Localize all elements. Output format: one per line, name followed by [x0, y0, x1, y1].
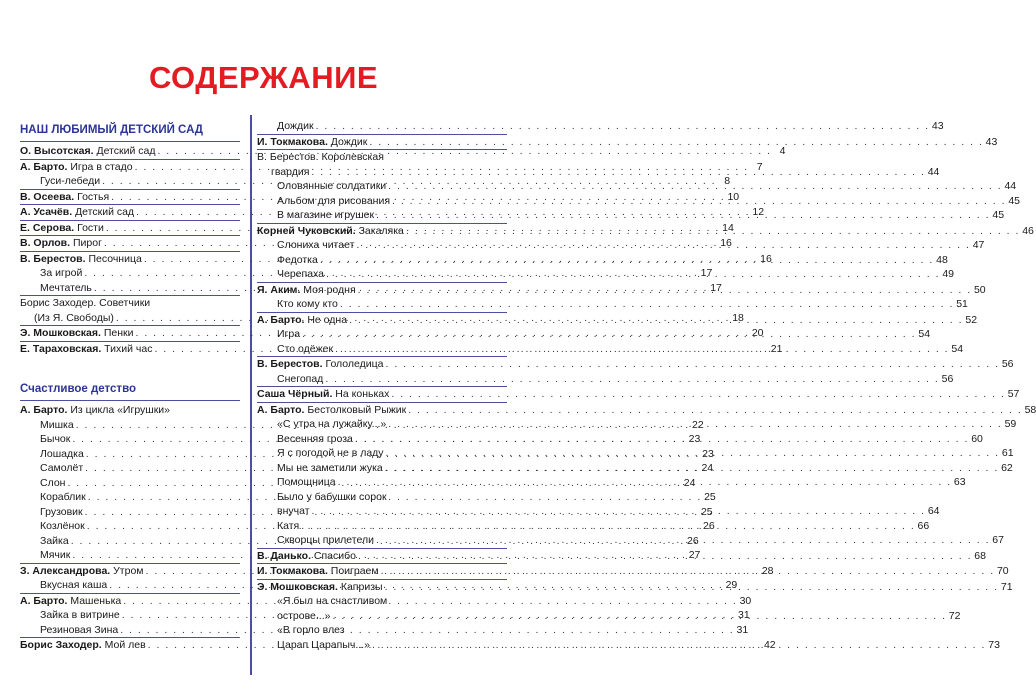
- toc-entry-author: З. Александрова.: [20, 564, 114, 577]
- toc-entry-page: 31: [736, 623, 749, 636]
- toc-entry: [257, 119, 944, 134]
- toc-entry-label: [20, 236, 102, 251]
- toc-entry-label: [257, 403, 406, 418]
- toc-entry-label: [40, 548, 70, 563]
- dot-leader: [340, 297, 954, 312]
- toc-entry-page: 59: [1004, 418, 1017, 430]
- toc-entry-line: [257, 403, 1036, 418]
- toc-entry-page: 23: [702, 447, 714, 460]
- toc-entry-author: В. Берестов.: [257, 151, 322, 163]
- toc-entry-title: Моя родня: [303, 283, 356, 296]
- toc-entry-author: А. Барто.: [20, 594, 71, 607]
- toc-entry-page: 64: [927, 505, 940, 517]
- toc-entry-label: [257, 387, 389, 402]
- dot-leader: [325, 372, 939, 387]
- toc-entry-label: [277, 119, 314, 134]
- toc-entry-title: Игра в стадо: [70, 160, 133, 173]
- toc-entry-label: [257, 224, 404, 239]
- dot-leader: [316, 119, 930, 134]
- toc-entry-label: [277, 253, 318, 268]
- toc-entry-title: Сто одёжек: [277, 342, 334, 355]
- toc-entry-page: 44: [927, 165, 940, 178]
- toc-entry-page: 47: [972, 239, 985, 251]
- toc-entry-title: Самолёт: [40, 462, 84, 474]
- toc-entry-page: 45: [1008, 194, 1021, 207]
- toc-entry-title-cont: внучат: [277, 505, 310, 517]
- toc-entry-title-line: [20, 296, 240, 311]
- toc-entry-page: 22: [692, 418, 704, 431]
- toc-entry-title: Катя: [277, 519, 300, 532]
- toc-entry-page: 46: [1022, 224, 1034, 237]
- toc-entry: [257, 372, 954, 387]
- toc-entry: [257, 179, 1017, 194]
- toc-entry-title: Мишка: [40, 418, 74, 431]
- toc-entry-title: Советчики: [99, 297, 151, 309]
- dot-leader: [338, 475, 952, 490]
- toc-entry-page: 43: [931, 120, 944, 132]
- toc-entry-title: Зайка в витрине: [40, 609, 120, 621]
- toc-entry-title: Не одна: [307, 313, 348, 326]
- toc-entry-title-cont: острове...»: [277, 609, 331, 622]
- toc-entry-label: [257, 564, 379, 579]
- toc-entry-title: «Я был на счастливом: [277, 595, 388, 607]
- dot-leader: [301, 519, 915, 534]
- toc-entry-label: [40, 578, 107, 593]
- toc-entry-label: [257, 357, 384, 372]
- toc-entry-page: 67: [992, 534, 1004, 546]
- toc-entry-title: Грузовик: [40, 505, 83, 518]
- toc-entry-label: [40, 476, 65, 491]
- toc-entry-label: [277, 519, 299, 534]
- toc-entry-label: [20, 144, 155, 159]
- toc-entry-author: А. Барто.: [257, 403, 308, 416]
- toc-entry-page: 54: [918, 328, 931, 340]
- toc-entry-label: [40, 623, 118, 638]
- toc-entry-page: 24: [683, 476, 696, 489]
- toc-entry-page: 52: [965, 313, 978, 326]
- dot-leader: [388, 179, 1002, 194]
- toc-entry-title: На коньках: [335, 388, 390, 400]
- toc-entry-author: В. Осеева.: [20, 190, 78, 203]
- toc-entry-title: Помощница: [277, 476, 336, 488]
- toc-entry-label: [40, 505, 83, 520]
- toc-entry-page: 12: [752, 206, 765, 218]
- toc-entry-label: [277, 194, 390, 209]
- toc-entry-label: [20, 638, 146, 653]
- toc-entry-title: Гуси-лебеди: [40, 175, 101, 187]
- toc-entry-page: 23: [688, 433, 701, 445]
- toc-entry-line: [257, 387, 1020, 402]
- toc-entry-title-line: [257, 623, 507, 638]
- toc-entry-title: Из цикла «Игрушки»: [70, 404, 171, 416]
- toc-entry-page: 29: [725, 579, 738, 591]
- toc-entry-title: Федотка: [277, 253, 318, 266]
- toc-entry-title: Машенька: [70, 594, 122, 607]
- dot-leader: [376, 533, 990, 548]
- toc-entry-page: 71: [1000, 580, 1013, 593]
- toc-entry-author: Я. Аким.: [257, 283, 304, 296]
- toc-entry-title: Снегопад: [277, 372, 324, 385]
- toc-entry-page: 54: [951, 342, 964, 355]
- dot-leader: [355, 432, 969, 447]
- toc-entry-label: [20, 205, 134, 220]
- toc-entry-title: Мечтатель: [40, 281, 92, 294]
- toc-entry-title: За игрой: [40, 267, 83, 279]
- toc-entry-label: [277, 461, 383, 476]
- toc-entry-page: 50: [973, 283, 986, 296]
- section-title-kindergarten: НАШ ЛЮБИМЫЙ ДЕТСКИЙ САД: [20, 119, 240, 142]
- toc-entry-author: В. Берестов.: [20, 252, 89, 265]
- toc-entry-label: [40, 534, 69, 549]
- toc-entry-title: Тихий час: [104, 342, 153, 355]
- toc-entry-title: Пенки: [103, 327, 134, 339]
- toc-entry-title-cont: Царап Царапыч...»: [277, 638, 370, 651]
- toc-entry-page: 25: [700, 505, 713, 518]
- toc-entry-label: [257, 135, 367, 150]
- toc-entry-label: [40, 461, 83, 476]
- toc-entry-page: 60: [971, 432, 983, 445]
- toc-entry-page: 14: [722, 221, 734, 234]
- dot-leader: [358, 549, 972, 564]
- toc-entry-title: Бестолковый Рыжик: [307, 403, 407, 416]
- dot-leader: [358, 283, 972, 298]
- toc-entry-page: 26: [687, 534, 699, 547]
- toc-entry-author: В. Данько.: [257, 549, 314, 562]
- dot-leader: [406, 224, 1020, 239]
- toc-entry-page: 51: [956, 298, 968, 310]
- toc-entry-author: А. Барто.: [20, 404, 71, 416]
- dot-leader: [369, 135, 983, 150]
- toc-entry-page: 49: [942, 268, 955, 280]
- toc-entry-page: 70: [996, 565, 1009, 577]
- toc-entry-label: [20, 160, 133, 175]
- dot-leader: [372, 638, 986, 653]
- dot-leader: [386, 446, 1000, 461]
- toc-entry-author: Э. Мошковская.: [20, 327, 104, 339]
- dot-leader: [326, 267, 940, 282]
- toc-entry-page: 16: [760, 252, 772, 265]
- toc-entry-author: А. Усачёв.: [20, 206, 76, 218]
- toc-entry-page: 61: [1001, 447, 1014, 459]
- toc-entry: [257, 297, 968, 312]
- toc-entry-page: 31: [738, 609, 750, 621]
- toc-entry-line: [20, 403, 240, 418]
- dot-leader: [392, 194, 1006, 209]
- toc-entry-label: [20, 594, 121, 609]
- toc-entry-title: Капризы: [340, 580, 383, 593]
- toc-entry-label: [40, 490, 86, 505]
- toc-entry-label: [277, 267, 324, 282]
- toc-entry-label: [277, 297, 338, 312]
- toc-entry-title: Вкусная каша: [40, 579, 108, 591]
- toc-entry-title: Пирог: [72, 237, 102, 249]
- toc-entry-title: Было у бабушки сорок: [277, 490, 387, 503]
- toc-entry-title: Козлёнок: [40, 520, 85, 532]
- toc-entry-page: 44: [1004, 180, 1017, 192]
- toc-entry-label: [20, 252, 142, 267]
- toc-entry-author: И. Токмакова.: [257, 565, 331, 577]
- toc-entry-title: В магазине игрушек: [277, 209, 375, 221]
- toc-entry-title: Спасибо: [313, 549, 356, 562]
- toc-entry-title: Кто кому кто: [277, 298, 338, 310]
- toc-entry-title: «В горло влез: [277, 624, 345, 636]
- dot-leader: [386, 357, 1000, 372]
- toc-entry-label: [277, 432, 353, 447]
- toc-entry-label: [277, 208, 374, 223]
- toc-entry-page: 56: [1001, 358, 1014, 370]
- toc-entry-label: [20, 190, 109, 205]
- toc-entry-title: Королевская: [321, 151, 384, 163]
- toc-entry-page: 73: [988, 638, 1000, 651]
- section-title-happy-childhood: Счастливое детство: [20, 378, 240, 401]
- toc-entry-line: [257, 179, 1017, 194]
- dot-leader: [349, 313, 963, 328]
- dot-leader: [356, 238, 970, 253]
- toc-entry-page: 48: [936, 253, 948, 266]
- toc-entry-author: О. Высотская.: [20, 145, 97, 157]
- toc-entry-title: Дождик: [277, 120, 314, 132]
- page-title: СОДЕРЖАНИЕ: [148, 60, 379, 95]
- toc-entry-title: Мой лев: [104, 639, 146, 651]
- toc-entry-title: Я с погодой не в ладу: [277, 447, 384, 459]
- toc-entry-label: [40, 519, 85, 534]
- dot-leader: [381, 564, 995, 579]
- toc-entry-title: Гостья: [77, 190, 110, 203]
- toc-entry-page: 68: [974, 549, 986, 562]
- toc-entry-title: Зайка: [40, 534, 69, 547]
- toc-entry-label: [20, 221, 104, 236]
- toc-entry-author: А. Барто.: [257, 313, 308, 326]
- toc-entry-label: [277, 475, 336, 490]
- toc-entry-title: Лошадка: [40, 447, 84, 460]
- toc-entry-page: 30: [739, 594, 752, 607]
- toc-entry-label: [277, 238, 354, 253]
- toc-entry-page: 18: [732, 311, 744, 324]
- toc-entry-label: [277, 342, 333, 357]
- toc-entry-label: [20, 403, 170, 418]
- dot-leader: [335, 342, 949, 357]
- toc-entry-page: 17: [700, 267, 713, 279]
- dot-leader: [408, 403, 1022, 418]
- toc-entry-title: «С утра на лужайку...»: [277, 418, 387, 430]
- dot-leader: [332, 609, 946, 624]
- toc-entry-page: 42: [763, 639, 776, 651]
- toc-entry-page: 25: [704, 491, 716, 503]
- dot-leader: [312, 504, 926, 519]
- toc-entry: [20, 403, 240, 418]
- toc-entry-page: 17: [710, 281, 722, 294]
- toc-entry-line: [257, 357, 1014, 372]
- dot-leader: [391, 387, 1005, 402]
- toc-entry-label: [40, 174, 100, 189]
- toc-entry-page: 45: [992, 209, 1005, 221]
- toc-entry-label: [40, 432, 70, 447]
- toc-entry-author: Е. Серова.: [20, 221, 78, 234]
- dot-leader: [320, 253, 934, 268]
- toc-entry-title: Гости: [77, 221, 104, 234]
- toc-entry-title-cont: гвардия: [271, 165, 310, 178]
- toc-entry-label: [277, 417, 386, 432]
- toc-entry-label: [40, 266, 82, 281]
- toc-entry-line: [257, 297, 968, 312]
- toc-entry-page: 27: [688, 549, 701, 561]
- toc-entry-label: [40, 608, 120, 623]
- toc-entry: [257, 402, 1036, 418]
- toc-entry-title: Закаляка: [358, 224, 404, 237]
- toc-entry-page: 4: [779, 145, 786, 157]
- toc-entry-author: И. Токмакова.: [257, 135, 331, 148]
- toc-entry-line: [257, 165, 940, 180]
- toc-entry-page: 10: [727, 190, 740, 203]
- toc-entry-label: [277, 372, 323, 387]
- toc-entry-title: Оловянные солдатики: [277, 180, 387, 192]
- toc-entry-title: Поиграем: [330, 565, 379, 577]
- toc-entry-label: [20, 564, 144, 579]
- toc-entry-page: 7: [756, 160, 763, 173]
- toc-entry-page: 66: [917, 519, 930, 532]
- toc-entry-page: 21: [770, 342, 783, 355]
- toc-entry-title: Мы не заметили жука: [277, 461, 383, 474]
- toc-entry-title: Мячик: [40, 549, 71, 561]
- toc-entry-author: Е. Тараховская.: [20, 342, 105, 355]
- toc-entry-author: Борис Заходер.: [20, 639, 105, 651]
- toc-entry-title: Гололедица: [325, 358, 384, 370]
- dot-leader: [311, 165, 925, 180]
- toc-entry-author: А. Барто.: [20, 160, 71, 173]
- toc-entry-title: Детский сад: [75, 206, 135, 218]
- dot-leader: [385, 580, 999, 595]
- toc-entry-page: 28: [761, 564, 774, 577]
- toc-entry-page: 43: [985, 135, 998, 148]
- toc-entry-label: [40, 418, 74, 433]
- toc-entry-title: Слон: [40, 476, 66, 489]
- toc-entry-author: Саша Чёрный.: [257, 388, 336, 400]
- toc-entry-page: 20: [751, 327, 764, 339]
- toc-entry-title: Песочница: [88, 252, 142, 265]
- toc-entry-page: 63: [953, 476, 966, 488]
- dot-leader: [376, 208, 990, 223]
- dot-leader: [302, 327, 916, 342]
- toc-entry: [257, 386, 1020, 402]
- toc-entry-author: В. Орлов.: [20, 237, 73, 249]
- toc-entry-title: Утром: [113, 564, 144, 577]
- toc-entry-author: Борис Заходер.: [20, 297, 100, 309]
- toc-entry-author: Э. Мошковская.: [257, 580, 341, 593]
- toc-entry-line: [257, 135, 998, 150]
- toc-entry-page: 58: [1024, 403, 1036, 416]
- toc-entry-page: 56: [941, 372, 954, 385]
- toc-entry: [257, 149, 940, 179]
- toc-entry-title: Резиновая Зина: [40, 623, 119, 636]
- toc-entry-label: [277, 446, 384, 461]
- toc-entry-label: [40, 447, 84, 462]
- toc-entry: [257, 356, 1014, 372]
- toc-entry-title: Весенняя гроза: [277, 432, 353, 445]
- toc-entry-page: 16: [720, 237, 732, 249]
- toc-entry-title: Дождик: [330, 135, 368, 148]
- toc-entry-label: [257, 283, 356, 298]
- dot-leader: [388, 417, 1002, 432]
- toc-entry-label: [20, 326, 134, 341]
- toc-entry-page: 57: [1007, 388, 1020, 400]
- toc-entry-label: [40, 281, 92, 296]
- toc-entry-title: Альбом для рисования: [277, 194, 391, 207]
- toc-entry-title: Игра: [277, 328, 301, 340]
- toc-entry-author: Корней Чуковский.: [257, 224, 359, 237]
- toc-entry-author: В. Берестов.: [257, 358, 326, 370]
- toc-entry-label: [20, 342, 152, 357]
- toc-entry-line: [257, 119, 944, 134]
- toc-entry-line: [257, 372, 954, 387]
- toc-entry-page: 8: [724, 175, 731, 187]
- toc-entry-label: [257, 549, 356, 564]
- toc-entry-label: [277, 179, 386, 194]
- toc-entry-title: Бычок: [40, 433, 71, 445]
- toc-entry-title: Скворцы прилетели: [277, 534, 374, 546]
- toc-entry-page: 72: [948, 609, 961, 622]
- toc-entry: [257, 134, 998, 150]
- toc-entry-page: 26: [703, 520, 715, 532]
- toc-entry-title-line: [257, 490, 507, 505]
- toc-entry-title-line: [257, 150, 507, 165]
- toc-entry-page: 62: [1001, 461, 1013, 474]
- toc-entry-label: [257, 313, 347, 328]
- toc-entry-label: [257, 580, 383, 595]
- dot-leader: [385, 461, 999, 476]
- toc-entry-title: Детский сад: [96, 145, 156, 157]
- toc-entry-title: Черепаха: [277, 268, 325, 280]
- toc-entry-title: Кораблик: [40, 491, 86, 503]
- toc-entry-label: [277, 327, 300, 342]
- toc-entry-page: 24: [701, 462, 714, 474]
- toc-entry-title: Слониха читает: [277, 239, 355, 251]
- toc-entry-title-cont: (Из Я. Свободы): [34, 311, 114, 324]
- toc-entry-label: [277, 533, 374, 548]
- toc-entry-title-line: [257, 594, 507, 609]
